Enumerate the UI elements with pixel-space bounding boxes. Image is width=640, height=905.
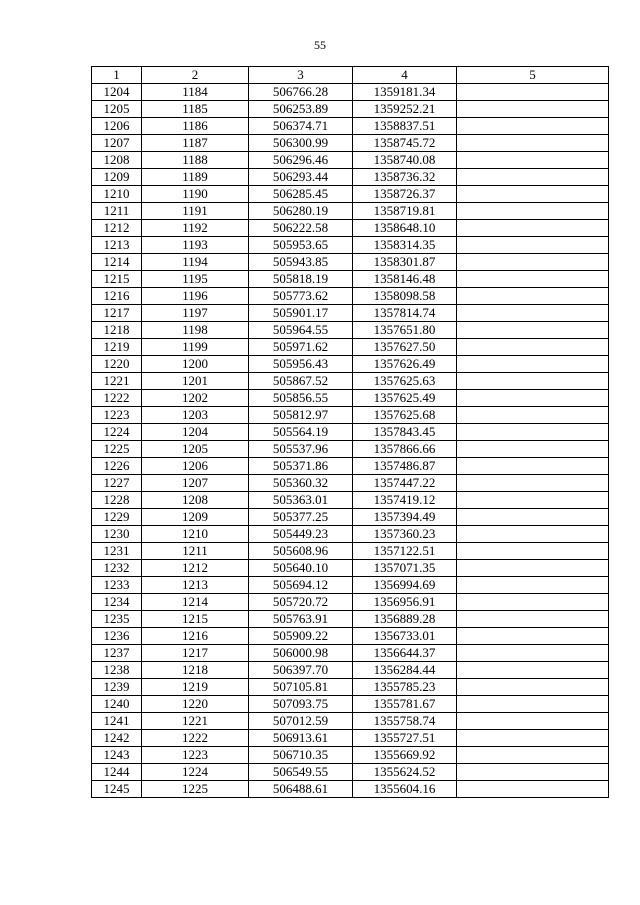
y-coordinate-cell: 1357625.49 [353, 390, 457, 407]
point-number-cell: 1204 [142, 424, 249, 441]
x-coordinate-cell: 505909.22 [249, 628, 353, 645]
table-row [92, 169, 609, 186]
row-number-cell: 1218 [92, 322, 142, 339]
row-number-cell: 1234 [92, 594, 142, 611]
x-coordinate-cell: 505763.91 [249, 611, 353, 628]
point-number-cell: 1212 [142, 560, 249, 577]
notes-cell [457, 560, 609, 577]
column-header: 3 [249, 67, 353, 84]
y-coordinate-cell: 1358098.58 [353, 288, 457, 305]
x-coordinate-cell: 507012.59 [249, 713, 353, 730]
x-coordinate-cell: 505971.62 [249, 339, 353, 356]
column-header: 4 [353, 67, 457, 84]
notes-cell [457, 594, 609, 611]
y-coordinate-cell: 1355785.23 [353, 679, 457, 696]
table-row [92, 203, 609, 220]
table-row [92, 373, 609, 390]
x-coordinate-cell: 506710.35 [249, 747, 353, 764]
point-number-cell: 1189 [142, 169, 249, 186]
notes-cell [457, 203, 609, 220]
y-coordinate-cell: 1358736.32 [353, 169, 457, 186]
x-coordinate-cell: 506222.58 [249, 220, 353, 237]
row-number-cell: 1217 [92, 305, 142, 322]
y-coordinate-cell: 1357447.22 [353, 475, 457, 492]
row-number-cell: 1241 [92, 713, 142, 730]
table-row [92, 577, 609, 594]
notes-cell [457, 186, 609, 203]
row-number-cell: 1212 [92, 220, 142, 237]
y-coordinate-cell: 1357814.74 [353, 305, 457, 322]
table-row [92, 101, 609, 118]
y-coordinate-cell: 1357843.45 [353, 424, 457, 441]
row-number-cell: 1221 [92, 373, 142, 390]
table-row [92, 781, 609, 798]
x-coordinate-cell: 505818.19 [249, 271, 353, 288]
notes-cell [457, 373, 609, 390]
row-number-cell: 1216 [92, 288, 142, 305]
table-row [92, 407, 609, 424]
table-row [92, 747, 609, 764]
row-number-cell: 1235 [92, 611, 142, 628]
point-number-cell: 1209 [142, 509, 249, 526]
point-number-cell: 1203 [142, 407, 249, 424]
x-coordinate-cell: 506397.70 [249, 662, 353, 679]
table-row [92, 730, 609, 747]
y-coordinate-cell: 1355604.16 [353, 781, 457, 798]
column-header: 2 [142, 67, 249, 84]
table-row [92, 611, 609, 628]
x-coordinate-cell: 506000.98 [249, 645, 353, 662]
point-number-cell: 1214 [142, 594, 249, 611]
y-coordinate-cell: 1355669.92 [353, 747, 457, 764]
table-row [92, 186, 609, 203]
table-row [92, 322, 609, 339]
x-coordinate-cell: 506280.19 [249, 203, 353, 220]
x-coordinate-cell: 505901.17 [249, 305, 353, 322]
y-coordinate-cell: 1358719.81 [353, 203, 457, 220]
point-number-cell: 1188 [142, 152, 249, 169]
y-coordinate-cell: 1358726.37 [353, 186, 457, 203]
x-coordinate-cell: 505371.86 [249, 458, 353, 475]
table-row [92, 390, 609, 407]
row-number-cell: 1233 [92, 577, 142, 594]
notes-cell [457, 101, 609, 118]
x-coordinate-cell: 506296.46 [249, 152, 353, 169]
x-coordinate-cell: 506300.99 [249, 135, 353, 152]
y-coordinate-cell: 1356956.91 [353, 594, 457, 611]
y-coordinate-cell: 1357419.12 [353, 492, 457, 509]
y-coordinate-cell: 1356644.37 [353, 645, 457, 662]
table-row [92, 645, 609, 662]
point-number-cell: 1187 [142, 135, 249, 152]
notes-cell [457, 288, 609, 305]
table-row [92, 543, 609, 560]
point-number-cell: 1207 [142, 475, 249, 492]
point-number-cell: 1215 [142, 611, 249, 628]
point-number-cell: 1200 [142, 356, 249, 373]
row-number-cell: 1231 [92, 543, 142, 560]
point-number-cell: 1205 [142, 441, 249, 458]
x-coordinate-cell: 505964.55 [249, 322, 353, 339]
point-number-cell: 1202 [142, 390, 249, 407]
table-row [92, 560, 609, 577]
point-number-cell: 1211 [142, 543, 249, 560]
notes-cell [457, 271, 609, 288]
table-body [92, 84, 609, 798]
y-coordinate-cell: 1357360.23 [353, 526, 457, 543]
notes-cell [457, 407, 609, 424]
notes-cell [457, 458, 609, 475]
x-coordinate-cell: 505640.10 [249, 560, 353, 577]
row-number-cell: 1240 [92, 696, 142, 713]
notes-cell [457, 645, 609, 662]
table-row [92, 713, 609, 730]
y-coordinate-cell: 1358837.51 [353, 118, 457, 135]
table-row [92, 135, 609, 152]
column-header: 5 [457, 67, 609, 84]
y-coordinate-cell: 1355781.67 [353, 696, 457, 713]
notes-cell [457, 441, 609, 458]
point-number-cell: 1208 [142, 492, 249, 509]
table-row [92, 271, 609, 288]
x-coordinate-cell: 505812.97 [249, 407, 353, 424]
notes-cell [457, 730, 609, 747]
notes-cell [457, 424, 609, 441]
row-number-cell: 1214 [92, 254, 142, 271]
x-coordinate-cell: 506549.55 [249, 764, 353, 781]
notes-cell [457, 713, 609, 730]
notes-cell [457, 390, 609, 407]
point-number-cell: 1194 [142, 254, 249, 271]
table-row [92, 475, 609, 492]
y-coordinate-cell: 1358301.87 [353, 254, 457, 271]
table-row [92, 237, 609, 254]
y-coordinate-cell: 1356994.69 [353, 577, 457, 594]
notes-cell [457, 475, 609, 492]
row-number-cell: 1224 [92, 424, 142, 441]
notes-cell [457, 339, 609, 356]
row-number-cell: 1210 [92, 186, 142, 203]
point-number-cell: 1216 [142, 628, 249, 645]
notes-cell [457, 118, 609, 135]
y-coordinate-cell: 1357866.66 [353, 441, 457, 458]
notes-cell [457, 169, 609, 186]
notes-cell [457, 237, 609, 254]
notes-cell [457, 152, 609, 169]
point-number-cell: 1225 [142, 781, 249, 798]
y-coordinate-cell: 1358740.08 [353, 152, 457, 169]
x-coordinate-cell: 505773.62 [249, 288, 353, 305]
row-number-cell: 1223 [92, 407, 142, 424]
table-row [92, 152, 609, 169]
x-coordinate-cell: 506285.45 [249, 186, 353, 203]
page-number: 55 [314, 38, 326, 52]
y-coordinate-cell: 1356889.28 [353, 611, 457, 628]
row-number-cell: 1215 [92, 271, 142, 288]
x-coordinate-cell: 505720.72 [249, 594, 353, 611]
notes-cell [457, 220, 609, 237]
point-number-cell: 1197 [142, 305, 249, 322]
point-number-cell: 1219 [142, 679, 249, 696]
notes-cell [457, 628, 609, 645]
y-coordinate-cell: 1357394.49 [353, 509, 457, 526]
row-number-cell: 1208 [92, 152, 142, 169]
table-row [92, 662, 609, 679]
notes-cell [457, 322, 609, 339]
x-coordinate-cell: 505867.52 [249, 373, 353, 390]
y-coordinate-cell: 1359252.21 [353, 101, 457, 118]
x-coordinate-cell: 506253.89 [249, 101, 353, 118]
x-coordinate-cell: 505943.85 [249, 254, 353, 271]
row-number-cell: 1226 [92, 458, 142, 475]
row-number-cell: 1237 [92, 645, 142, 662]
x-coordinate-cell: 505608.96 [249, 543, 353, 560]
point-number-cell: 1201 [142, 373, 249, 390]
y-coordinate-cell: 1359181.34 [353, 84, 457, 101]
point-number-cell: 1186 [142, 118, 249, 135]
notes-cell [457, 764, 609, 781]
table-row [92, 356, 609, 373]
y-coordinate-cell: 1357071.35 [353, 560, 457, 577]
point-number-cell: 1213 [142, 577, 249, 594]
y-coordinate-cell: 1356733.01 [353, 628, 457, 645]
table-row [92, 696, 609, 713]
x-coordinate-cell: 507093.75 [249, 696, 353, 713]
y-coordinate-cell: 1357626.49 [353, 356, 457, 373]
notes-cell [457, 305, 609, 322]
notes-cell [457, 254, 609, 271]
table-row [92, 679, 609, 696]
x-coordinate-cell: 506293.44 [249, 169, 353, 186]
table-row [92, 254, 609, 271]
y-coordinate-cell: 1356284.44 [353, 662, 457, 679]
y-coordinate-cell: 1357122.51 [353, 543, 457, 560]
x-coordinate-cell: 505537.96 [249, 441, 353, 458]
row-number-cell: 1211 [92, 203, 142, 220]
table-row [92, 424, 609, 441]
point-number-cell: 1210 [142, 526, 249, 543]
table-row [92, 305, 609, 322]
x-coordinate-cell: 506488.61 [249, 781, 353, 798]
table-row [92, 84, 609, 101]
row-number-cell: 1213 [92, 237, 142, 254]
point-number-cell: 1221 [142, 713, 249, 730]
table-row [92, 441, 609, 458]
notes-cell [457, 611, 609, 628]
row-number-cell: 1244 [92, 764, 142, 781]
row-number-cell: 1238 [92, 662, 142, 679]
point-number-cell: 1184 [142, 84, 249, 101]
point-number-cell: 1195 [142, 271, 249, 288]
point-number-cell: 1192 [142, 220, 249, 237]
table-row [92, 118, 609, 135]
point-number-cell: 1206 [142, 458, 249, 475]
point-number-cell: 1222 [142, 730, 249, 747]
table-row [92, 339, 609, 356]
y-coordinate-cell: 1357625.63 [353, 373, 457, 390]
point-number-cell: 1191 [142, 203, 249, 220]
point-number-cell: 1217 [142, 645, 249, 662]
point-number-cell: 1190 [142, 186, 249, 203]
x-coordinate-cell: 506766.28 [249, 84, 353, 101]
row-number-cell: 1204 [92, 84, 142, 101]
x-coordinate-cell: 505953.65 [249, 237, 353, 254]
notes-cell [457, 747, 609, 764]
notes-cell [457, 135, 609, 152]
notes-cell [457, 526, 609, 543]
point-number-cell: 1224 [142, 764, 249, 781]
x-coordinate-cell: 506374.71 [249, 118, 353, 135]
point-number-cell: 1185 [142, 101, 249, 118]
x-coordinate-cell: 505856.55 [249, 390, 353, 407]
table-row [92, 220, 609, 237]
point-number-cell: 1218 [142, 662, 249, 679]
row-number-cell: 1243 [92, 747, 142, 764]
x-coordinate-cell: 505564.19 [249, 424, 353, 441]
row-number-cell: 1227 [92, 475, 142, 492]
notes-cell [457, 679, 609, 696]
row-number-cell: 1229 [92, 509, 142, 526]
point-number-cell: 1220 [142, 696, 249, 713]
row-number-cell: 1245 [92, 781, 142, 798]
y-coordinate-cell: 1357627.50 [353, 339, 457, 356]
table-row [92, 594, 609, 611]
row-number-cell: 1209 [92, 169, 142, 186]
row-number-cell: 1239 [92, 679, 142, 696]
row-number-cell: 1219 [92, 339, 142, 356]
table-row [92, 509, 609, 526]
table-row [92, 458, 609, 475]
notes-cell [457, 543, 609, 560]
table-row [92, 764, 609, 781]
column-header: 1 [92, 67, 142, 84]
x-coordinate-cell: 505694.12 [249, 577, 353, 594]
notes-cell [457, 492, 609, 509]
notes-cell [457, 84, 609, 101]
notes-cell [457, 356, 609, 373]
x-coordinate-cell: 506913.61 [249, 730, 353, 747]
row-number-cell: 1230 [92, 526, 142, 543]
y-coordinate-cell: 1355727.51 [353, 730, 457, 747]
notes-cell [457, 781, 609, 798]
y-coordinate-cell: 1358314.35 [353, 237, 457, 254]
row-number-cell: 1236 [92, 628, 142, 645]
point-number-cell: 1198 [142, 322, 249, 339]
y-coordinate-cell: 1358648.10 [353, 220, 457, 237]
x-coordinate-cell: 505377.25 [249, 509, 353, 526]
point-number-cell: 1196 [142, 288, 249, 305]
y-coordinate-cell: 1355758.74 [353, 713, 457, 730]
notes-cell [457, 696, 609, 713]
x-coordinate-cell: 505363.01 [249, 492, 353, 509]
y-coordinate-cell: 1358146.48 [353, 271, 457, 288]
x-coordinate-cell: 507105.81 [249, 679, 353, 696]
row-number-cell: 1206 [92, 118, 142, 135]
row-number-cell: 1205 [92, 101, 142, 118]
table-row [92, 288, 609, 305]
row-number-cell: 1225 [92, 441, 142, 458]
coordinates-table [91, 66, 609, 798]
x-coordinate-cell: 505449.23 [249, 526, 353, 543]
y-coordinate-cell: 1358745.72 [353, 135, 457, 152]
row-number-cell: 1207 [92, 135, 142, 152]
point-number-cell: 1223 [142, 747, 249, 764]
row-number-cell: 1228 [92, 492, 142, 509]
row-number-cell: 1220 [92, 356, 142, 373]
point-number-cell: 1193 [142, 237, 249, 254]
table-header-row [92, 67, 609, 84]
row-number-cell: 1242 [92, 730, 142, 747]
notes-cell [457, 577, 609, 594]
table-row [92, 492, 609, 509]
row-number-cell: 1232 [92, 560, 142, 577]
x-coordinate-cell: 505360.32 [249, 475, 353, 492]
table-row [92, 628, 609, 645]
table-row [92, 526, 609, 543]
row-number-cell: 1222 [92, 390, 142, 407]
point-number-cell: 1199 [142, 339, 249, 356]
x-coordinate-cell: 505956.43 [249, 356, 353, 373]
y-coordinate-cell: 1357651.80 [353, 322, 457, 339]
y-coordinate-cell: 1357486.87 [353, 458, 457, 475]
notes-cell [457, 662, 609, 679]
y-coordinate-cell: 1355624.52 [353, 764, 457, 781]
notes-cell [457, 509, 609, 526]
y-coordinate-cell: 1357625.68 [353, 407, 457, 424]
